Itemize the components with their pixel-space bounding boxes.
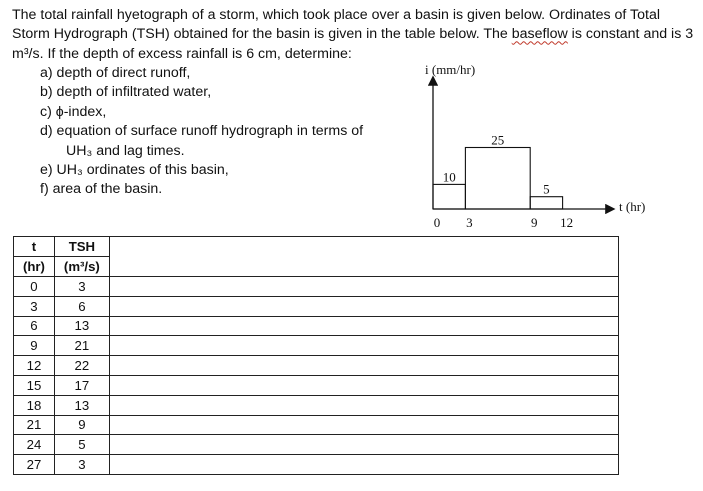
- cell-tsh: 17: [54, 375, 109, 395]
- table-row: [14, 455, 619, 475]
- cell-tsh: 22: [54, 356, 109, 376]
- table-row: [14, 336, 619, 356]
- baseflow-word: baseflow: [511, 26, 568, 43]
- intro-text-1: The total rainfall hyetograph of a storm, which took place over a basin is given below. Ordinates of Total Storm Hydrograph (TSH) obtained for the basin is given in the table below. The: [12, 7, 660, 43]
- bar-value-label-0: 10: [442, 169, 456, 185]
- cell-tsh: 13: [54, 316, 109, 336]
- question-d: d) equation of surface runoff hydrograph in terms of: [40, 123, 364, 140]
- cell-time: 6: [14, 316, 55, 336]
- table-row: [14, 296, 619, 316]
- table-row: [14, 435, 619, 455]
- x-axis-label: t (hr): [619, 199, 646, 214]
- table-row: [14, 375, 619, 395]
- cell-time: 18: [14, 395, 55, 415]
- blank-answer-cell: [109, 237, 618, 277]
- tsh-table: [13, 236, 619, 475]
- blank-answer-cell: [109, 336, 618, 356]
- cell-tsh: 21: [54, 336, 109, 356]
- question-a: a) depth of direct runoff,: [40, 65, 191, 81]
- table-header-row: [14, 237, 619, 257]
- cell-tsh: 6: [54, 296, 109, 316]
- cell-time: 15: [14, 375, 55, 395]
- blank-answer-cell: [109, 435, 618, 455]
- cell-time: 0: [14, 277, 55, 297]
- cell-time: 3: [14, 296, 55, 316]
- cell-time: 12: [14, 356, 55, 376]
- header-cell-tsh: TSH: [54, 237, 109, 257]
- bar-1: [465, 148, 530, 210]
- cell-tsh: 13: [54, 395, 109, 415]
- bar-0: [433, 184, 465, 209]
- blank-answer-cell: [109, 277, 618, 297]
- y-axis-label: i (mm/hr): [425, 62, 476, 77]
- bar-value-label-1: 25: [491, 132, 505, 148]
- cell-tsh: 9: [54, 415, 109, 435]
- question-f: f) area of the basin.: [40, 181, 163, 198]
- question-b: b) depth of infiltrated water,: [40, 84, 212, 101]
- header-cell-t: t: [14, 237, 55, 257]
- cell-time: 21: [14, 415, 55, 435]
- question-c: c) ϕ-index,: [40, 103, 107, 120]
- header-cell-t: (hr): [14, 257, 55, 277]
- question-d-continuation: UH₃ and lag times.: [66, 142, 185, 159]
- x-tick-label-0: 0: [433, 215, 441, 230]
- hyetograph-chart: [415, 58, 655, 233]
- blank-answer-cell: [109, 375, 618, 395]
- cell-tsh: 3: [54, 277, 109, 297]
- table-row: [14, 356, 619, 376]
- problem-statement: [12, 6, 696, 64]
- table-row: [14, 316, 619, 336]
- blank-answer-cell: [109, 455, 618, 475]
- header-cell-tsh: (m³/s): [54, 257, 109, 277]
- bar-value-label-2: 5: [543, 181, 550, 197]
- question-list: [40, 64, 420, 200]
- table-row: [14, 395, 619, 415]
- x-tick-label-12: 12: [560, 215, 574, 230]
- x-tick-label-3: 3: [466, 215, 473, 230]
- table-row: [14, 415, 619, 435]
- question-e: e) UH₃ ordinates of this basin,: [40, 162, 229, 179]
- cell-time: 27: [14, 455, 55, 475]
- cell-time: 24: [14, 435, 55, 455]
- x-tick-label-9: 9: [530, 215, 538, 230]
- cell-tsh: 5: [54, 435, 109, 455]
- blank-answer-cell: [109, 296, 618, 316]
- cell-time: 9: [14, 336, 55, 356]
- blank-answer-cell: [109, 356, 618, 376]
- blank-answer-cell: [109, 415, 618, 435]
- blank-answer-cell: [109, 395, 618, 415]
- intro-text-2: is constant and is 3 m³/s. If the depth of excess rainfall is 6 cm, determine:: [12, 26, 694, 62]
- table-row: [14, 277, 619, 297]
- cell-tsh: 3: [54, 455, 109, 475]
- blank-answer-cell: [109, 316, 618, 336]
- bar-2: [530, 197, 562, 209]
